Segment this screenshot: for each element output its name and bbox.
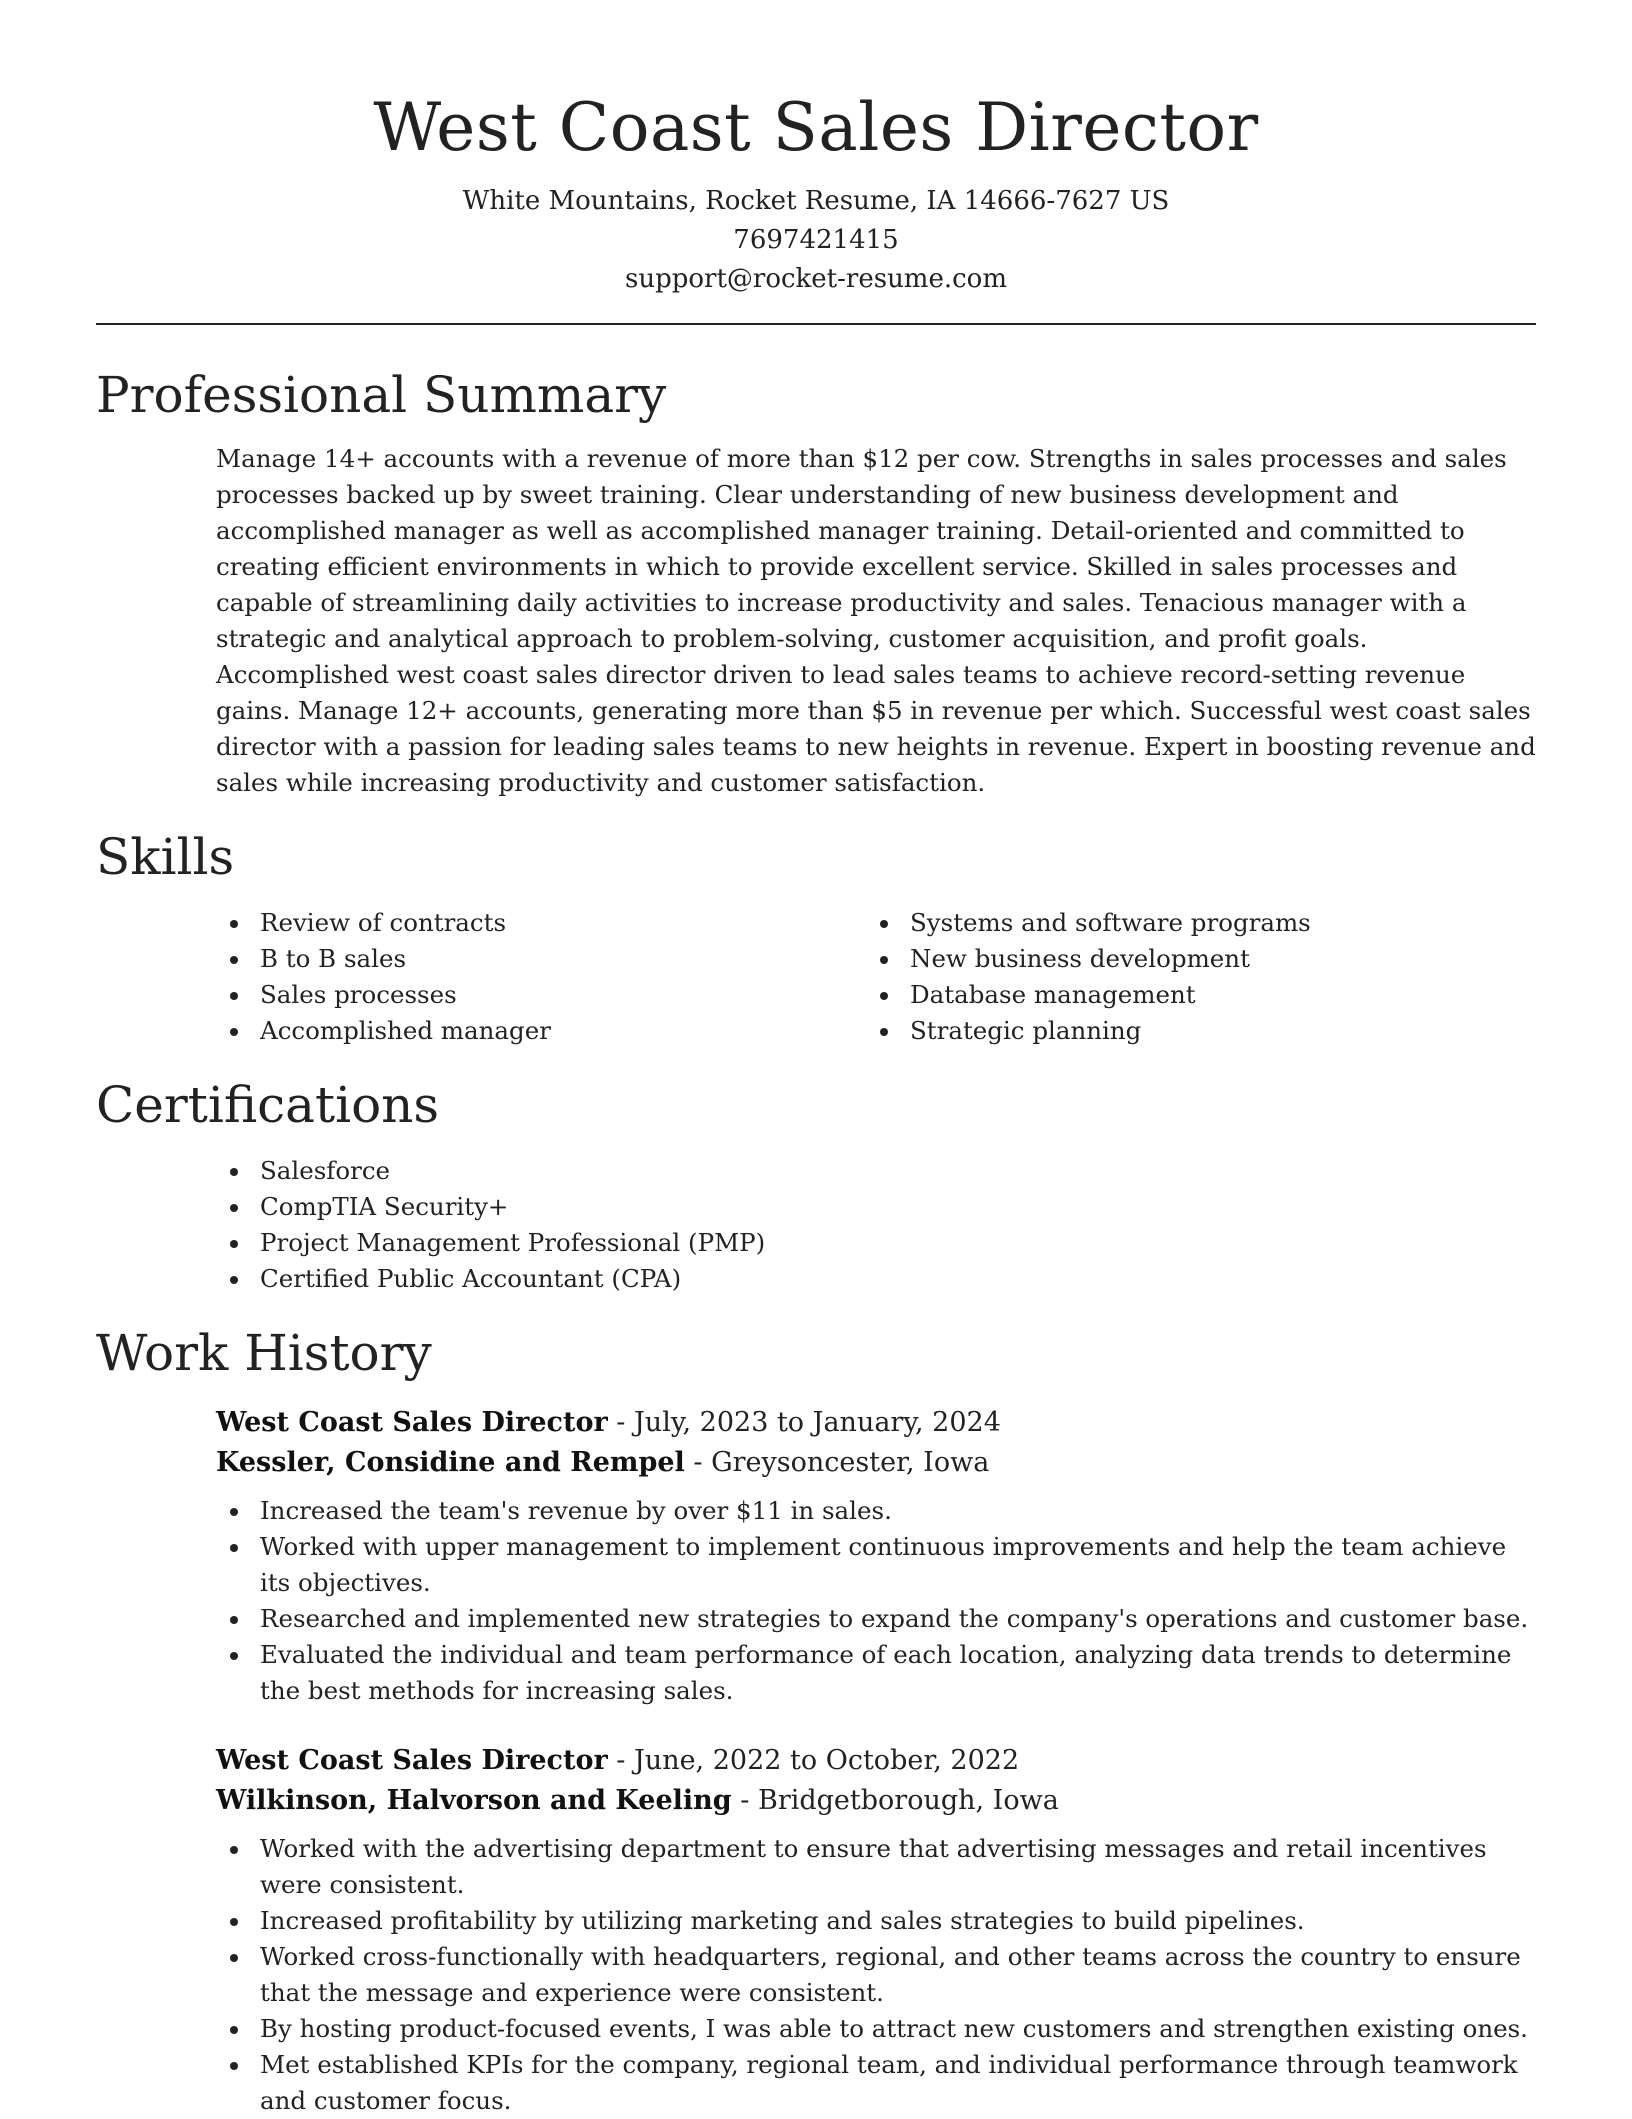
- certifications-list: [216, 1153, 1536, 1297]
- skills-list-left: [216, 905, 866, 1049]
- summary-heading: Professional Summary: [96, 366, 667, 424]
- job-bullet: Met established KPIs for the company, regional team, and individual performance through teamwork and customer focus.: [216, 2047, 1536, 2119]
- job-role-line: [216, 1403, 1536, 1443]
- resume-header: [96, 0, 1536, 299]
- skill-item: Review of contracts: [216, 905, 866, 941]
- skill-item: B to B sales: [216, 941, 866, 977]
- skill-item: Sales processes: [216, 977, 866, 1013]
- job-location: - Bridgetborough, Iowa: [731, 1785, 1059, 1816]
- job-company-line: [216, 1781, 1536, 1821]
- header-divider: [96, 323, 1536, 325]
- job-bullet: Evaluated the individual and team performance of each location, analyzing data trends to determine the best methods for increasing sales.: [216, 1637, 1536, 1709]
- skills-heading: Skills: [96, 828, 235, 886]
- skill-item: Systems and software programs: [866, 905, 1516, 941]
- summary-paragraph: Manage 14+ accounts with a revenue of more than $12 per cow. Strengths in sales processes and sales processes backed up by sweet training. Clear understanding of new business development and accomplished manager as well as accomplished manager training. Detail-oriented and committed to creating efficient environments in which to provide excellent service. Skilled in sales processes and capable of streamlining daily activities to increase productivity and sales. Tenacious manager with a strategic and analytical approach to problem-solving, customer acquisition, and profit goals. Accomplished west coast sales director driven to lead sales teams to achieve record-setting revenue gains. Manage 12+ accounts, generating more than $5 in revenue per which. Successful west coast sales director with a passion for leading sales teams to new heights in revenue. Expert in boosting revenue and sales while increasing productivity and customer satisfaction.: [216, 444, 1536, 797]
- job-entry: [216, 1403, 1536, 1709]
- job-location: - Greysoncester, Iowa: [684, 1447, 990, 1478]
- certification-item: Project Management Professional (PMP): [216, 1225, 1536, 1261]
- job-company: Wilkinson, Halvorson and Keeling: [216, 1785, 732, 1816]
- certification-item: Certified Public Accountant (CPA): [216, 1261, 1536, 1297]
- job-bullet: Worked with upper management to implement continuous improvements and help the team achieve its objectives.: [216, 1529, 1536, 1601]
- job-company-line: [216, 1443, 1536, 1483]
- work-history-heading: Work History: [96, 1324, 432, 1382]
- job-bullet: Increased profitability by utilizing marketing and sales strategies to build pipelines.: [216, 1903, 1536, 1939]
- job-dates: - July, 2023 to January, 2024: [607, 1407, 1001, 1438]
- skills-list-right: [866, 905, 1516, 1049]
- job-role: West Coast Sales Director: [216, 1407, 608, 1438]
- job-bullets: [216, 1831, 1536, 2119]
- job-entry: [216, 1741, 1536, 2119]
- job-dates: - June, 2022 to October, 2022: [607, 1745, 1020, 1776]
- certification-item: Salesforce: [216, 1153, 1536, 1189]
- email-text: support@rocket-resume.com: [624, 264, 1007, 294]
- contact-block: [96, 182, 1536, 299]
- job-role-line: [216, 1741, 1536, 1781]
- job-bullet: Worked with the advertising department to ensure that advertising messages and retail incentives were consistent.: [216, 1831, 1536, 1903]
- address-text: White Mountains, Rocket Resume, IA 14666-7627 US: [462, 186, 1170, 216]
- skill-item: Accomplished manager: [216, 1013, 866, 1049]
- skill-item: New business development: [866, 941, 1516, 977]
- skill-item: Strategic planning: [866, 1013, 1516, 1049]
- certifications-heading: Certifications: [96, 1076, 440, 1134]
- job-role: West Coast Sales Director: [216, 1745, 608, 1776]
- job-bullet: Researched and implemented new strategies to expand the company's operations and customer base.: [216, 1601, 1536, 1637]
- skills-grid: [216, 905, 1536, 1049]
- phone-text: 7697421415: [733, 225, 899, 255]
- job-company: Kessler, Considine and Rempel: [216, 1447, 685, 1478]
- job-bullet: Worked cross-functionally with headquarters, regional, and other teams across the country to ensure that the message and experience were consistent.: [216, 1939, 1536, 2011]
- job-bullet: By hosting product-focused events, I was able to attract new customers and strengthen existing ones.: [216, 2011, 1536, 2047]
- job-bullets: [216, 1493, 1536, 1709]
- candidate-name: West Coast Sales Director: [373, 89, 1259, 166]
- job-bullet: Increased the team's revenue by over $11 in sales.: [216, 1493, 1536, 1529]
- resume-page: [96, 0, 1536, 2119]
- certification-item: CompTIA Security+: [216, 1189, 1536, 1225]
- skill-item: Database management: [866, 977, 1516, 1013]
